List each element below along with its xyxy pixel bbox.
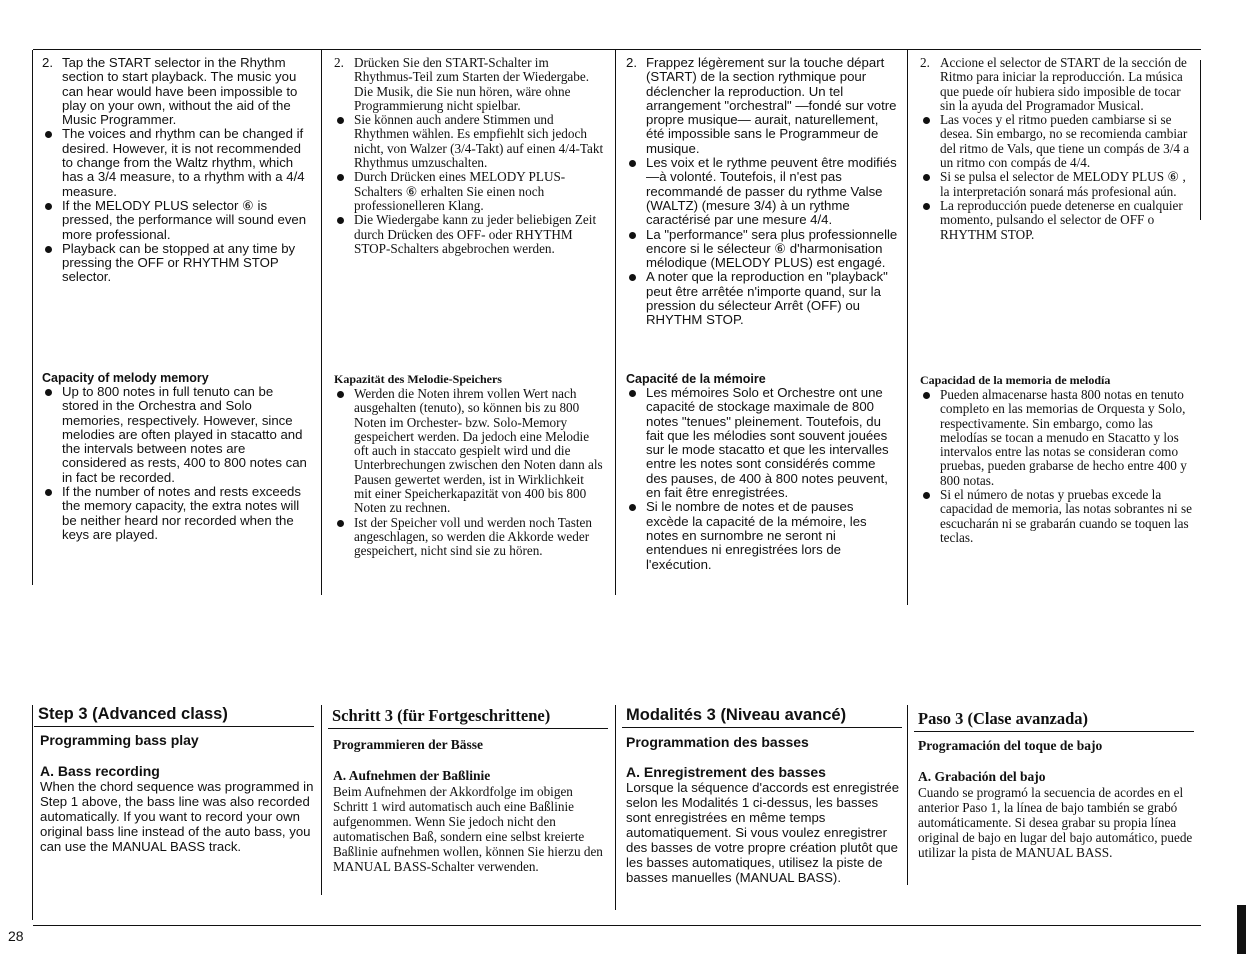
top-divider-4 [907, 50, 908, 605]
capacity-title: Kapazität des Melodie-Speichers [334, 372, 502, 386]
bullet-text: Playback can be stopped at any time by pressing the OFF or RHYTHM STOP selector. [62, 240, 296, 285]
step3-column-spanish [914, 709, 1194, 860]
bullet-icon [626, 500, 646, 571]
subsection-heading: A. Bass recording [40, 763, 160, 779]
top-column-spanish [920, 56, 1192, 242]
top-divider-3 [615, 50, 616, 595]
bullet-item [42, 199, 310, 242]
step3-column-german [328, 706, 608, 874]
item-text: Tap the START selector in the Rhythm section to start playback. The music you can hear would have been impossible to play on your own, without the aid of the Music Programmer. [62, 55, 298, 128]
bullet-text: Durch Drücken eines MELODY PLUS-Schalters ⑥ erhalten Sie einen noch professionelleren Klang. [354, 169, 566, 213]
bullet-text: A noter que la reproduction en "playback" peut être arrêtée n'importe quand, sur la pression du sélecteur Arrêt (OFF) ou RHYTHM STOP. [646, 269, 888, 328]
bullet-text: La reproducción puede detenerse en cualquier momento, pulsando el selector de OFF o RHYTHM STOP. [940, 197, 1183, 242]
section-heading: Programación del toque de bajo [918, 738, 1103, 753]
bullet-icon [626, 156, 646, 227]
bullet-item [920, 199, 1192, 242]
top-column-french [626, 56, 898, 328]
bullet-text: Pueden almacenarse hasta 800 notas en tenuto completo en las memorias de Orquesta y Solo, respectivamente. Sin embargo, como las melodías se tocan a menudo en Stacatto y los intervalos entre las notas se consideran como pruebas, pueden grabarse de hecho entre 400 y 800 notas. [940, 387, 1187, 488]
bullet-text: Si se pulsa el selector de MELODY PLUS ⑥ , la interpretación sonará más profesional aún. [940, 169, 1186, 199]
bullet-item [334, 516, 604, 559]
bullet-item [334, 387, 604, 516]
bullet-item [626, 386, 898, 500]
item-text: Accione el selector de START de la sección de Ritmo para iniciar la reproducción. La música que puede oír hubiera sido imposible de tocar sin la ayuda del Programador Musical. [940, 55, 1187, 113]
bottom-divider-3 [615, 705, 616, 910]
top-rule [33, 49, 1201, 50]
section-heading: Programmation des basses [626, 734, 809, 750]
step-heading: Modalités 3 (Niveau avancé) [626, 706, 847, 724]
bullet-text: Les voix et le rythme peuvent être modifiés—à volonté. Toutefois, il n'est pas recommandé de passer du rythme Valse (WALTZ) (mesure 3/4) à un rythme caractérisé par une mesure 4/4. [646, 155, 897, 228]
item-number: 2. [626, 55, 637, 70]
capacity-title: Capacity of melody memory [42, 371, 209, 385]
bullet-icon [42, 127, 62, 198]
bullet-item [920, 170, 1192, 199]
subsection-heading: A. Aufnehmen der Baßlinie [333, 768, 491, 783]
capacity-section-spanish [920, 373, 1192, 545]
step-heading-rule [622, 727, 902, 728]
top-column-english [42, 56, 310, 285]
bullet-item [920, 488, 1192, 545]
step-heading: Schritt 3 (für Fortgeschrittene) [332, 706, 551, 725]
bullet-text: La "performance" sera plus professionnelle encore si le sélecteur ⑥ d'harmonisation mélodique (MELODY PLUS) est engagé. [646, 226, 898, 271]
bullet-text: Up to 800 notes in full tenuto can be stored in the Orchestra and Solo memories, respectively. However, since melodies are often played in stacatto and the intervals between notes are considered as rests, 400 to 800 notes can in fact be recorded. [62, 384, 307, 485]
bullet-icon [334, 516, 354, 559]
step-2-item [42, 56, 310, 127]
bullet-item [42, 242, 310, 285]
capacity-section-french [626, 372, 898, 572]
bullet-icon [920, 388, 940, 488]
body-text: When the chord sequence was programmed in Step 1 above, the bass line was also recorded automatically. If you want to record your own original bass line instead of the auto bass, you can use the MANUAL BASS track. [40, 779, 314, 854]
bullet-text: The voices and rhythm can be changed if desired. However, it is not recommended to change from the Waltz rhythm, which has a 3/4 measure, to a rhythm with a 4/4 measure. [62, 126, 305, 199]
body-text: Beim Aufnehmen der Akkordfolge im obigen Schritt 1 wird automatisch auch eine Baßlinie aufgenommen. Wenn Sie jedoch nicht den automatischen Baß, sondern eine selbst kreierte Baßlinie aufnehmen wollen, können Sie hierzu den MANUAL BASS-Schalter verwenden. [333, 784, 603, 874]
item-text: Drücken Sie den START-Schalter im Rhythmus-Teil zum Starten der Wiedergabe. Die Musik, die Sie nun hören, wäre ohne Programmierung nicht spielbar. [354, 55, 590, 113]
bullet-text: Ist der Speicher voll und werden noch Tasten angeschlagen, so werden die Akkorde weder gespeichert, nicht sind sie zu hören. [354, 514, 592, 559]
capacity-title: Capacité de la mémoire [626, 372, 766, 386]
bullet-icon [920, 488, 940, 545]
bullet-item [42, 127, 310, 198]
bullet-item [334, 170, 604, 213]
bottom-divider-2 [321, 705, 322, 895]
item-number: 2. [920, 55, 930, 70]
bullet-item [626, 270, 898, 327]
bullet-icon [626, 270, 646, 327]
bullet-item [42, 485, 310, 542]
bullet-text: Si le nombre de notes et de pauses excède la capacité de la mémoire, les notes en surnombre ne seront ni entendues ni enregistrées lors de l'exécution. [646, 499, 867, 572]
capacity-section-german [334, 372, 604, 559]
top-divider-1 [32, 50, 33, 585]
page-number: 28 [8, 928, 24, 944]
bullet-icon [42, 199, 62, 242]
step-heading-rule [328, 728, 608, 729]
bullet-item [626, 500, 898, 571]
bullet-text: Las voces y el ritmo pueden cambiarse si se desea. Sin embargo, no se recomienda cambiar del ritmo de Vals, que tiene un compás de 3/4 a un ritmo con compás de 4/4. [940, 112, 1190, 171]
bullet-icon [42, 385, 62, 485]
bullet-icon [334, 387, 354, 516]
step-heading: Step 3 (Advanced class) [38, 705, 228, 723]
subsection-heading: A. Enregistrement des basses [626, 764, 826, 780]
bullet-item [334, 213, 604, 256]
bullet-text: Les mémoires Solo et Orchestre ont une capacité de stockage maximale de 800 notes "tenues" pleinement. Toutefois, du fait que les mélodies sont souvent jouées sur le mode stacatto et que les intervalles entre les notes sont considérés comme des pauses, de 400 à 800 notes peuvent, en fait être enregistrées. [646, 385, 889, 501]
bullet-item [334, 113, 604, 170]
item-number: 2. [42, 55, 53, 70]
bullet-icon [42, 242, 62, 285]
bullet-text: If the number of notes and rests exceeds the memory capacity, the extra notes will be neither heard nor recorded when the keys are played. [62, 484, 301, 542]
body-text: Cuando se programó la secuencia de acordes en el anterior Paso 1, la línea de bajo también se grabó automáticamente. Si desea grabar su propia línea original de bajo en lugar del bajo automático, puede utilizar la pista de MANUAL BASS. [918, 785, 1193, 860]
bullet-icon [920, 199, 940, 242]
bullet-icon [920, 113, 940, 170]
item-text: Frappez légèrement sur la touche départ (START) de la section rythmique pour déclencher la reproduction. Un tel arrangement "orchestral" —fondé sur votre propre musique— aurait, naturellement, été impossible sans le Programmeur de musique. [646, 55, 897, 156]
bottom-divider-1 [32, 705, 33, 920]
bullet-text: If the MELODY PLUS selector ⑥ is pressed, the performance will sound even more professional. [62, 197, 307, 242]
bullet-text: Sie können auch andere Stimmen und Rhythmen wählen. Es empfiehlt sich jedoch nicht, von Walzer (3/4-Takt) auf einen 4/4-Takt Rhythmus umzuschalten. [354, 112, 604, 171]
bullet-text: Si el número de notas y pruebas excede la capacidad de memoria, las notas sobrantes ni se escucharán ni se grabarán cuando se toquen las teclas. [940, 487, 1192, 545]
bullet-item [626, 156, 898, 227]
section-heading: Programming bass play [40, 732, 199, 748]
bullet-item [920, 113, 1192, 170]
bullet-item [42, 385, 310, 485]
step-heading: Paso 3 (Clase avanzada) [918, 709, 1089, 728]
bullet-icon [626, 228, 646, 271]
item-number: 2. [334, 55, 344, 70]
step3-column-english [34, 705, 314, 854]
bullet-icon [334, 213, 354, 256]
top-divider-5 [1200, 60, 1201, 220]
bullet-item [626, 228, 898, 271]
step-2-item [626, 56, 898, 156]
step-heading-rule [34, 726, 314, 727]
bullet-item [920, 388, 1192, 488]
step-2-item [334, 56, 604, 113]
bullet-icon [626, 386, 646, 500]
top-column-german [334, 56, 604, 256]
bottom-rule [33, 925, 1201, 926]
bottom-divider-4 [907, 705, 908, 885]
section-heading: Programmieren der Bässe [333, 737, 483, 752]
top-divider-2 [321, 50, 322, 595]
capacity-section-english [42, 371, 310, 542]
bullet-icon [334, 170, 354, 213]
bullet-text: Werden die Noten ihrem vollen Wert nach ausgehalten (tenuto), so können bis zu 800 Noten im Orchester- bzw. Solo-Memory gespeichert werden. Da jedoch eine Melodie oft auch in staccato gespielt wird und die Unterbrechungen zwischen den Noten dann als Pausen gewertet werden, ist in Wirklichkeit mit einer Speicherkapazität von 400 bis 800 Noten zu rechnen. [354, 386, 603, 516]
bullet-icon [334, 113, 354, 170]
step3-column-french [622, 706, 902, 885]
bullet-icon [920, 170, 940, 199]
step-2-item [920, 56, 1192, 113]
subsection-heading: A. Grabación del bajo [918, 769, 1046, 784]
capacity-title: Capacidad de la memoria de melodía [920, 373, 1111, 387]
bullet-icon [42, 485, 62, 542]
bullet-text: Die Wiedergabe kann zu jeder beliebigen Zeit durch Drücken des OFF- oder RHYTHM STOP-Schalters abgebrochen werden. [354, 212, 597, 256]
step-heading-rule [914, 731, 1194, 732]
body-text: Lorsque la séquence d'accords est enregistrée selon les Modalités 1 ci-dessus, les basses sont enregistrées en même temps automatiquement. Si vous voulez enregistrer des basses de votre propre création plutôt que les basses automatiques, utilisez la piste de basses manuelles (MANUAL BASS). [626, 780, 900, 885]
page-edge-mark [1237, 0, 1255, 954]
